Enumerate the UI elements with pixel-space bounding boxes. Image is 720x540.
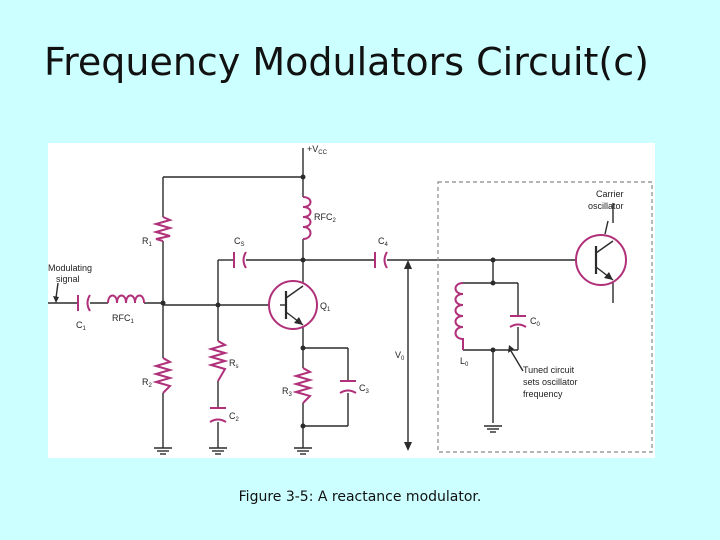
c1-capacitor (78, 295, 90, 311)
tuned-circuit-label-line1: Tuned circuit (523, 365, 575, 375)
c3-label: $C_3$ (359, 383, 369, 395)
carrier-oscillator-transistor (576, 235, 626, 285)
l0-inductor (456, 283, 464, 350)
c0-label: $C_0$ (530, 316, 540, 328)
c0-capacitor (510, 316, 526, 327)
circuit-wires (48, 148, 613, 448)
cs-capacitor (234, 252, 246, 268)
q1-label: $Q_1$ (320, 301, 331, 313)
ground-symbols (154, 426, 502, 454)
c2-capacitor (210, 408, 226, 422)
c3-capacitor (340, 381, 356, 393)
tuned-circuit-label-line2: sets oscillator (523, 377, 578, 387)
tuned-circuit-label-line3: frequency (523, 389, 563, 399)
rfc1-label: $RFC_1$ (112, 313, 134, 325)
carrier-oscillator-label-line2: oscillator (588, 201, 624, 211)
c1-label: $C_1$ (76, 320, 86, 332)
q1-transistor (269, 281, 317, 329)
vcc-label: $+V_{CC}$ (307, 144, 327, 156)
c4-label: $C_4$ (378, 236, 388, 248)
c4-capacitor (375, 252, 387, 268)
modulating-signal-label-line2: signal (56, 274, 80, 284)
carrier-oscillator-label-line1: Carrier (596, 189, 624, 199)
r2-label: $R_2$ (142, 377, 152, 389)
cs-label: $C_S$ (234, 236, 245, 248)
reactance-modulator-diagram (48, 143, 655, 458)
c2-label: $C_2$ (229, 411, 239, 423)
rfc2-inductor (303, 197, 311, 239)
r2-resistor (156, 358, 170, 393)
r3-label: $R_3$ (282, 386, 292, 398)
rfc2-label: $RFC_2$ (314, 212, 336, 224)
output-voltage-arrow (404, 260, 412, 451)
r1-resistor (156, 217, 170, 241)
rfc1-inductor (108, 296, 144, 304)
v0-label: $V_0$ (395, 350, 405, 362)
rs-resistor (211, 341, 225, 381)
rs-label: $R_s$ (229, 358, 239, 370)
r3-resistor (296, 368, 310, 403)
modulating-signal-label-line1: Modulating (48, 263, 93, 273)
figure-caption: Figure 3-5: A reactance modulator. (238, 489, 482, 505)
l0-label: $L_0$ (460, 356, 469, 368)
slide-title: Frequency Modulators Circuit(c) (44, 40, 649, 84)
r1-label: $R_1$ (142, 236, 152, 248)
carrier-oscillator-boundary (438, 182, 652, 452)
